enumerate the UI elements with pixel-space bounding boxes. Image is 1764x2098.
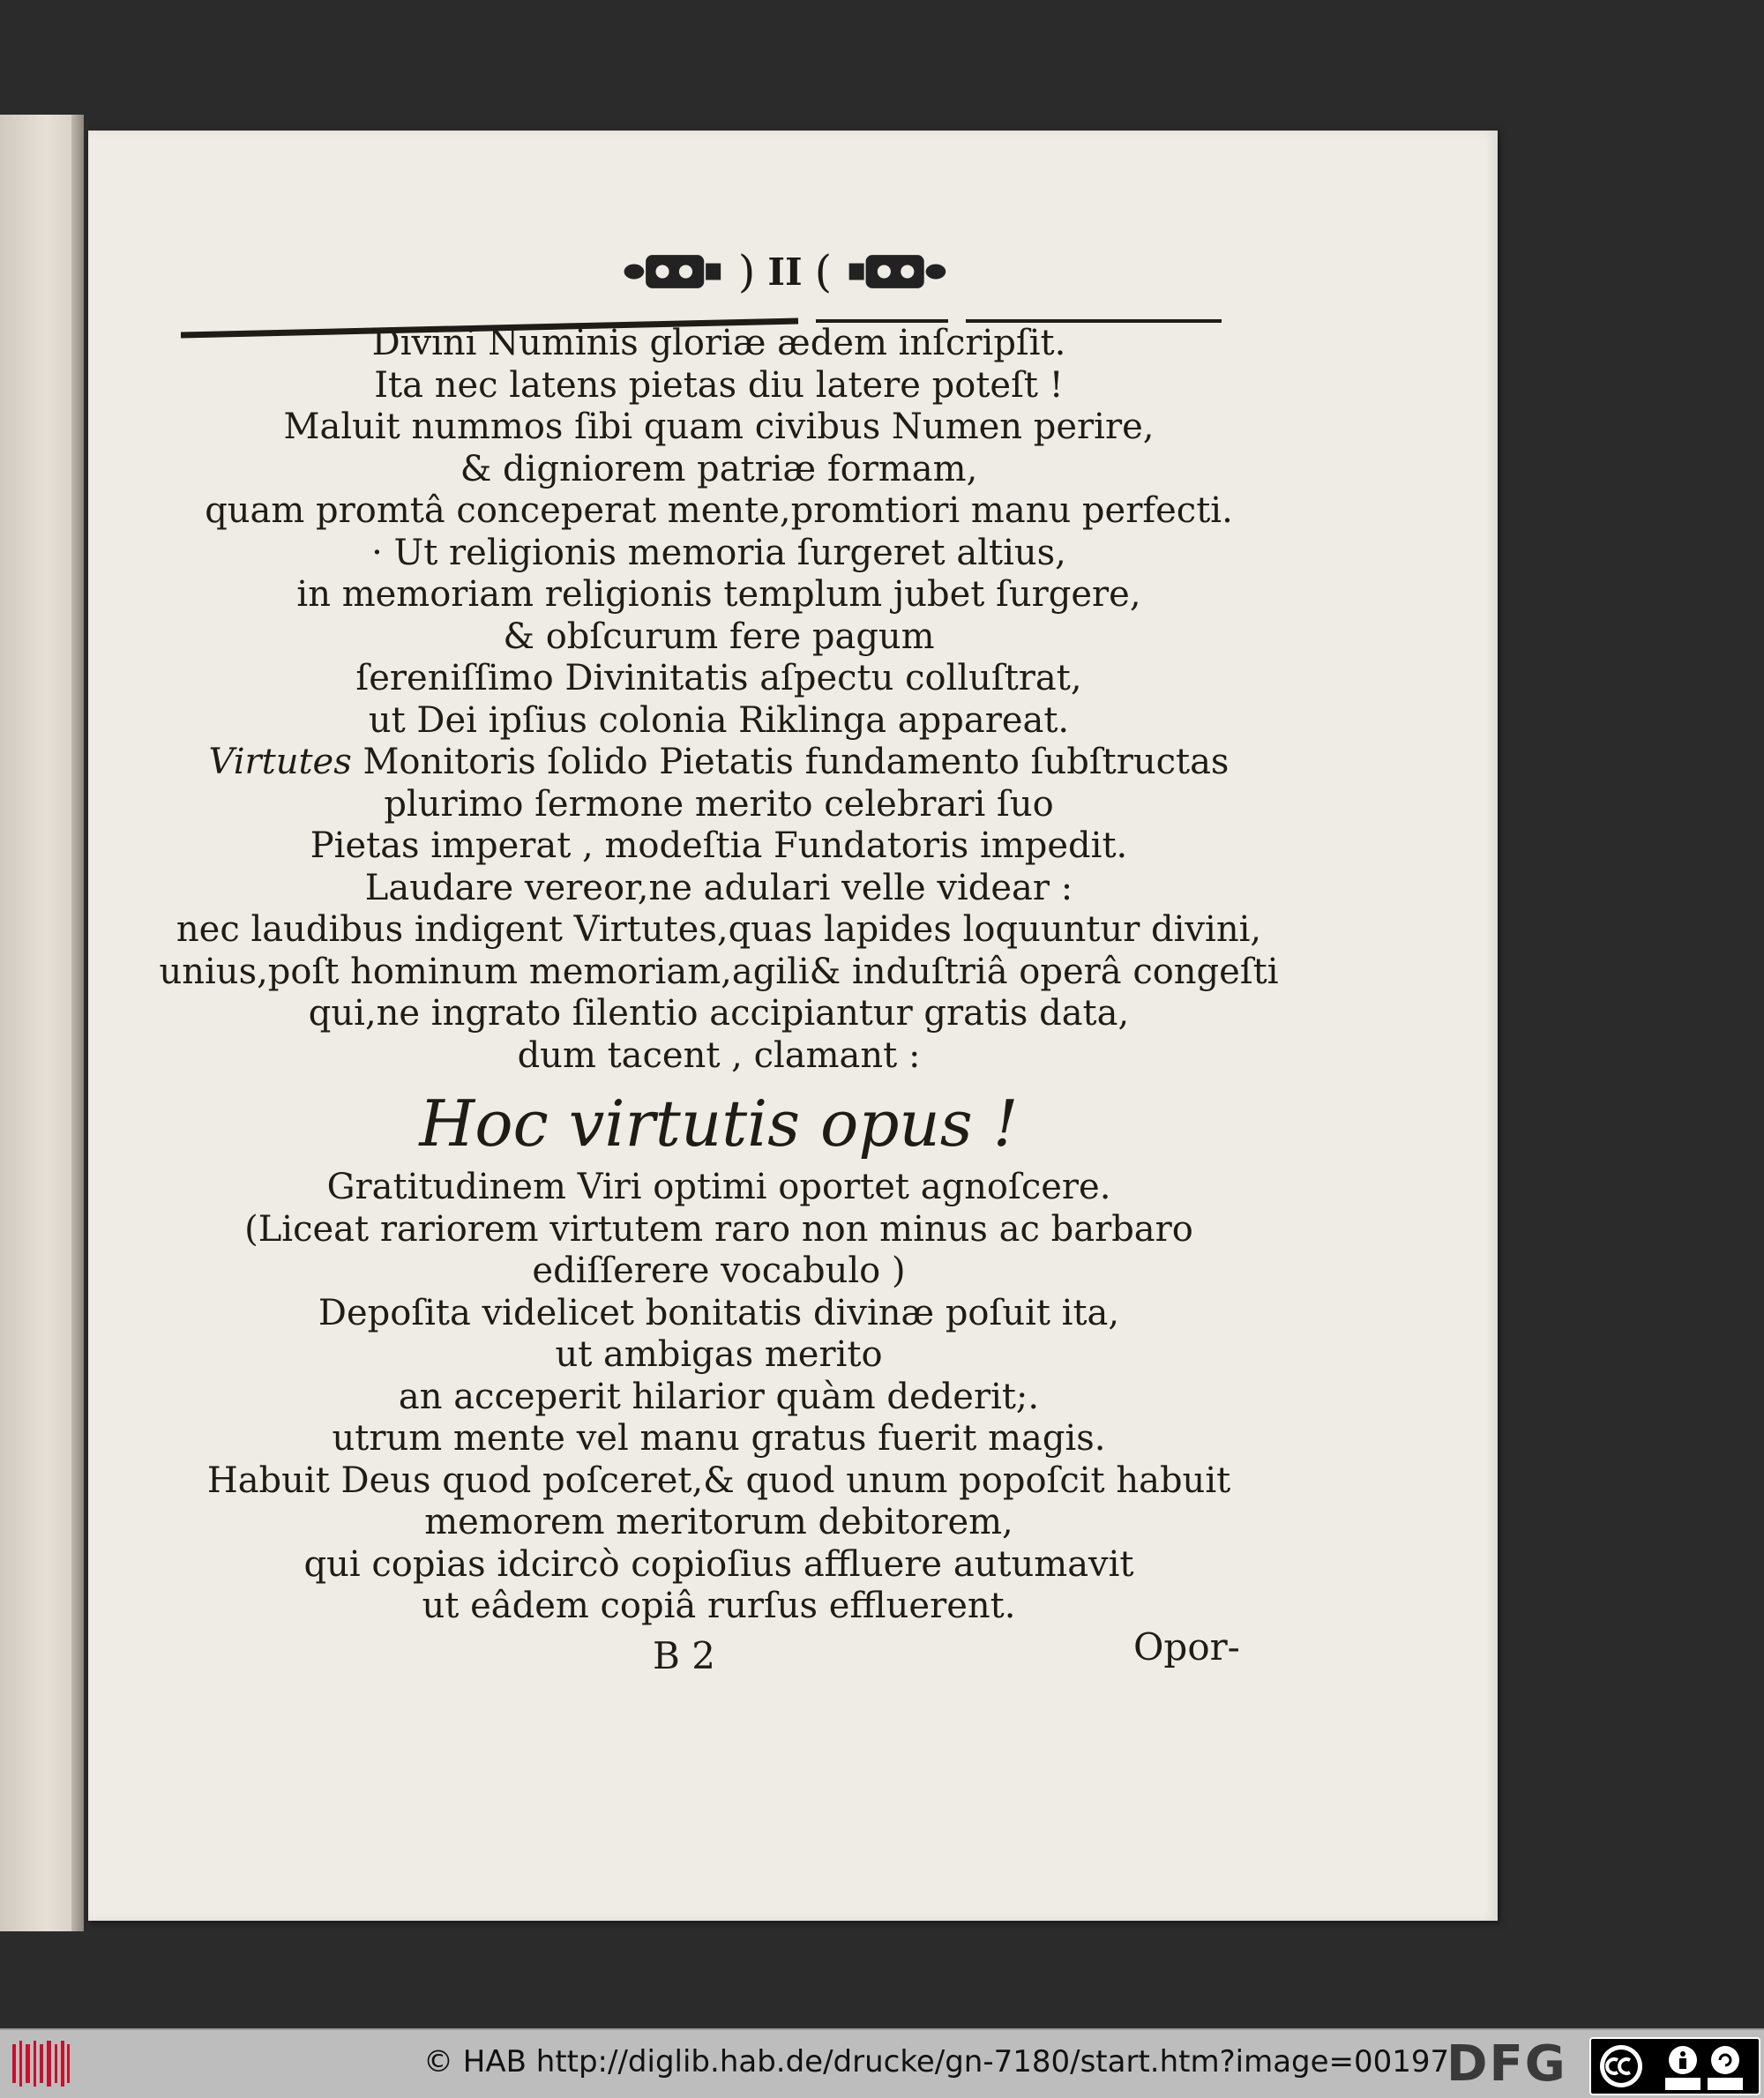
left-parenthesis: ) (737, 246, 756, 297)
text-line: nec laudibus indigent Virtutes,quas lapides loquuntur divini, (176, 909, 1262, 950)
text-line: Pietas imperat , modeſtia Fundatoris impedit. (310, 825, 1128, 866)
text-line: qui,ne ingrato ſilentio accipiantur gratis data, (308, 993, 1130, 1034)
left-ornament-icon (617, 245, 726, 298)
book-spine (71, 115, 84, 1931)
text-line: unius,poſt hominum memoriam,agili& induſtriâ operâ congeſti (159, 951, 1279, 992)
cc-by-sa-license-icon[interactable] (1589, 2037, 1760, 2095)
text-line: plurimo ſermone merito celebrari ſuo (384, 783, 1054, 825)
text-line: ut eâdem copiâ rurſus effluerent. (422, 1586, 1016, 1626)
text-line: Divini Numinis gloriæ ædem inſcripſit. (371, 323, 1066, 363)
text-line: ediſſerere vocabulo ) (532, 1251, 906, 1291)
text-line: & digniorem patriæ formam, (460, 448, 978, 489)
page-number: II (767, 250, 803, 294)
text-line (159, 742, 1279, 784)
italic-lead-word: Virtutes (208, 742, 352, 782)
text-line: & obſcurum fere pagum (503, 616, 935, 657)
facing-page-edge (0, 115, 84, 1931)
text-line: an acceperit hilarior quàm dederit;. (398, 1376, 1040, 1417)
page-body (159, 323, 1279, 1628)
text-line-rest: Monitoris ſolido Pietatis fundamento ſubſtructas (363, 742, 1230, 782)
page-foot (88, 1625, 1498, 1687)
signature-mark: B 2 (653, 1634, 715, 1677)
copyright-link[interactable]: © HAB http://diglib.hab.de/drucke/gn-7180/start.htm?image=00197 (423, 2044, 1450, 2079)
catchword: Opor- (1133, 1625, 1240, 1669)
text-line: Ita nec latens pietas diu latere poteſt ! (374, 364, 1064, 406)
text-line: Habuit Deus quod poſceret,& quod unum popoſcit habuit (206, 1460, 1231, 1501)
viewer-footer-bar (0, 2028, 1764, 2098)
text-line: ut Dei ipſius colonia Riklinga appareat. (368, 699, 1070, 741)
text-line: Gratitudinem Viri optimi oportet agnoſcere. (326, 1167, 1111, 1207)
text-line: in memoriam religionis templum jubet ſurgere, (296, 574, 1141, 615)
text-line: qui copias idcircò copioſius affluere autumavit (303, 1543, 1134, 1585)
dfg-logo: DFG (1446, 2035, 1567, 2093)
text-line: quam promtâ conceperat mente,promtiori manu perfecti. (205, 490, 1233, 531)
text-line: Laudare vereor,ne adulari velle videar : (364, 867, 1073, 908)
text-line: utrum mente vel manu gratus fuerit magis. (332, 1418, 1106, 1459)
text-line: memorem meritorum debitorem, (424, 1502, 1013, 1542)
section-heading: Hoc virtutis opus ! (419, 1086, 1019, 1161)
text-line: Depoſita videlicet bonitatis divinæ poſuit ita, (318, 1292, 1120, 1333)
text-line: ut ambigas merito (555, 1334, 883, 1375)
book-page (88, 131, 1498, 1921)
right-parenthesis: ( (814, 246, 833, 297)
text-line: dum tacent , clamant : (517, 1034, 921, 1076)
text-line: Maluit nummos ſibi quam civibus Numen perire, (283, 407, 1155, 447)
right-ornament-icon (844, 245, 953, 298)
text-line: (Liceat rariorem virtutem raro non minus ac barbaro (244, 1208, 1193, 1250)
barcode-icon (9, 2037, 72, 2090)
text-line: · Ut religionis memoria ſurgeret altius, (371, 532, 1066, 573)
page-header (617, 236, 953, 307)
text-line: ſereniſſimo Divinitatis aſpectu colluſtrat, (355, 658, 1082, 698)
